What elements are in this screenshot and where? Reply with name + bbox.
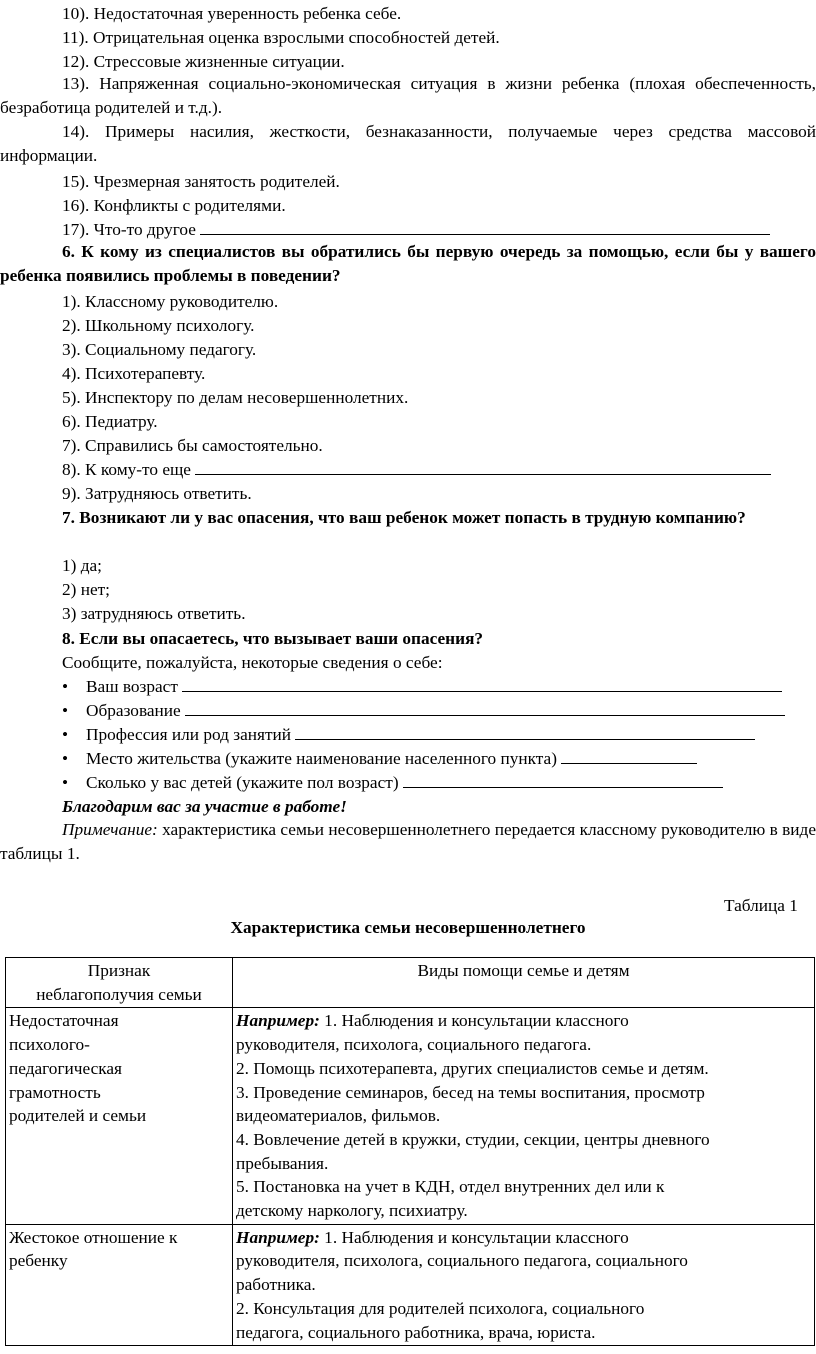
answer-line[interactable] [561, 749, 697, 764]
bullet-icon: • [62, 701, 69, 720]
list-item-other [62, 220, 770, 240]
list-item: 16). Конфликты с родителями. [62, 196, 286, 215]
field-label: Место жительства (укажите наименование населенного пункта) [86, 749, 557, 768]
bullet-icon: • [62, 773, 69, 792]
option: 2) нет; [62, 580, 110, 599]
field-label: Сколько у вас детей (укажите пол возраст) [86, 773, 399, 792]
field-label: Профессия или род занятий [86, 725, 291, 744]
list-item: 11). Отрицательная оценка взрослыми способностей детей. [62, 28, 500, 47]
answer-line[interactable] [200, 220, 770, 235]
bullet-icon: • [62, 677, 69, 696]
option: 1) да; [62, 556, 102, 575]
field-label: Ваш возраст [86, 677, 178, 696]
option: 3). Социальному педагогу. [62, 340, 257, 359]
option: 6). Педиатру. [62, 412, 158, 431]
bullet-icon: • [62, 725, 69, 744]
about-field-education [62, 701, 785, 721]
family-table [5, 957, 815, 1346]
list-item-label: 17). Что-то другое [62, 220, 196, 239]
option: 2). Школьному психологу. [62, 316, 255, 335]
example-prefix: Например: [236, 1011, 320, 1031]
help-cell: Например: 1. Наблюдения и консультации классного руководителя, психолога, социального педагога. 2. Помощь психотерапевта, других специалистов семье и детям. 3. Проведение семинаров, бесед на темы воспитания, просмотр видеоматериалов, фильмов. 4. Вовлечение детей в кружки, студии, секции, центры дневного пребывания. 5. Постановка на учет в КДН, отдел внутренних дел или к детскому наркологу, психиатру. [233, 1008, 815, 1224]
header-help: Виды помощи семье и детям [233, 958, 815, 1008]
thanks-text: Благодарим вас за участие в работе! [62, 797, 347, 816]
table-label: Таблица 1 [724, 896, 798, 915]
note-text: характеристика семьи несовершеннолетнего передается классному руководителю в виде таблицы 1. [0, 820, 816, 863]
table-title: Характеристика семьи несовершеннолетнего [230, 918, 586, 937]
about-field-profession [62, 725, 755, 745]
list-item: 13). Напряженная социально-экономическая ситуация в жизни ребенка (плохая обеспеченность, безработица родителей и т.д.). [0, 74, 816, 117]
example-prefix: Например: [236, 1227, 320, 1247]
question-8: 8. Если вы опасаетесь, что вызывает ваши опасения? [62, 629, 484, 648]
table-row [6, 1008, 815, 1224]
answer-line[interactable] [403, 773, 723, 788]
help-cell: Например: 1. Наблюдения и консультации классного руководителя, психолога, социального педагога, социального работника. 2. Консультация для родителей психолога, социального педагога, социального работника, врача, юриста. [233, 1224, 815, 1346]
sign-cell: Жестокое отношение к ребенку [6, 1224, 233, 1346]
header-sign: Признак неблагополучия семьи [6, 958, 233, 1008]
list-item: 12). Стрессовые жизненные ситуации. [62, 52, 345, 71]
note-paragraph [0, 818, 816, 865]
about-field-residence [62, 749, 697, 769]
bullet-icon: • [62, 749, 69, 768]
note-label: Примечание: [62, 820, 158, 839]
about-field-age [62, 677, 782, 697]
answer-line[interactable] [195, 460, 771, 475]
question-7: 7. Возникают ли у вас опасения, что ваш ребенок может попасть в трудную компанию? [62, 508, 746, 527]
option: 7). Справились бы самостоятельно. [62, 436, 323, 455]
about-field-children [62, 773, 723, 793]
list-item: 14). Примеры насилия, жесткости, безнаказанности, получаемые через средства массовой информации. [0, 122, 816, 165]
field-label: Образование [86, 701, 181, 720]
question-6: 6. К кому из специалистов вы обратились бы первую очередь за помощью, если бы у вашего ребенка появились проблемы в поведении? [0, 242, 816, 285]
option: 3) затрудняюсь ответить. [62, 604, 246, 623]
list-item: 15). Чрезмерная занятость родителей. [62, 172, 340, 191]
answer-line[interactable] [185, 701, 785, 716]
table-row [6, 1224, 815, 1346]
option: 9). Затрудняюсь ответить. [62, 484, 252, 503]
option-label: 8). К кому-то еще [62, 460, 191, 479]
sign-cell: Недостаточная психолого- педагогическая грамотность родителей и семьи [6, 1008, 233, 1224]
table-header-row [6, 958, 815, 1008]
list-item: 10). Недостаточная уверенность ребенка себе. [62, 4, 402, 23]
option: 5). Инспектору по делам несовершеннолетних. [62, 388, 409, 407]
option-other [62, 460, 771, 480]
option: 4). Психотерапевту. [62, 364, 206, 383]
about-intro: Сообщите, пожалуйста, некоторые сведения о себе: [62, 653, 443, 672]
answer-line[interactable] [295, 725, 755, 740]
answer-line[interactable] [182, 677, 782, 692]
option: 1). Классному руководителю. [62, 292, 279, 311]
